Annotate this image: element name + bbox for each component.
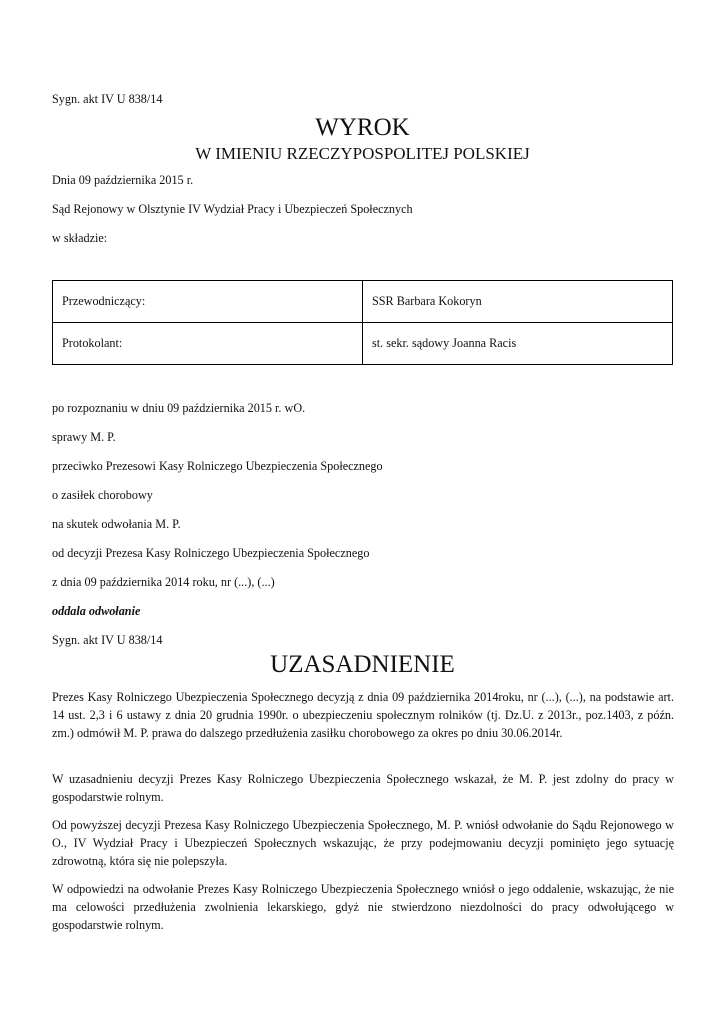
composition-role: Przewodniczący: bbox=[53, 281, 363, 323]
proceedings-line: sprawy M. P. bbox=[52, 430, 116, 444]
justification-paragraph: W odpowiedzi na odwołanie Prezes Kasy Rolniczego Ubezpieczenia Społecznego wniósł o jego oddalenie, wskazując, że nie ma celowości przedłużenia zwolnienia lekarskiego, gdyż nie stwierdzono niezdolności do pracy odwołującego w gospodarstwie rolnym. bbox=[52, 882, 674, 932]
case-signature: Sygn. akt IV U 838/14 bbox=[52, 92, 163, 106]
proceedings-line: na skutek odwołania M. P. bbox=[52, 517, 181, 531]
justification-title: UZASADNIENIE bbox=[270, 651, 455, 678]
justification-paragraph: Od powyższej decyzji Prezesa Kasy Rolniczego Ubezpieczenia Społecznego, M. P. wniósł odwołanie do Sądu Rejonowego w O., IV Wydział Pracy i Ubezpieczeń Społecznych wskazując, że przy podejmowaniu decyzji pominięto jego sytuację zdrowotną, która się nie polepszyła. bbox=[52, 818, 674, 868]
proceedings-line: z dnia 09 października 2014 roku, nr (...), (...) bbox=[52, 575, 275, 589]
proceedings-line: przeciwko Prezesowi Kasy Rolniczego Ubezpieczenia Społecznego bbox=[52, 459, 383, 473]
composition-person: st. sekr. sądowy Joanna Racis bbox=[363, 323, 673, 365]
ruling-text: oddala odwołanie bbox=[52, 604, 141, 618]
proceedings-line: od decyzji Prezesa Kasy Rolniczego Ubezpieczenia Społecznego bbox=[52, 546, 370, 560]
composition-person: SSR Barbara Kokoryn bbox=[363, 281, 673, 323]
court-name: Sąd Rejonowy w Olsztynie IV Wydział Pracy i Ubezpieczeń Społecznych bbox=[52, 202, 413, 216]
case-signature-2: Sygn. akt IV U 838/14 bbox=[52, 633, 163, 647]
judgment-title: WYROK bbox=[315, 114, 410, 141]
justification-paragraph: Prezes Kasy Rolniczego Ubezpieczenia Społecznego decyzją z dnia 09 października 2014roku, nr (...), (...), na podstawie art. 14 ust. 2,3 i 6 ustawy z dnia 20 grudnia 1990r. o ubezpieczeniu społecznym rolników (tj. Dz.U. z 2013r., poz.1403, z późn. zm.) odmówił M. P. prawa do dalszego przedłużenia zasiłku chorobowego za okres po dniu 30.06.2014r. bbox=[52, 690, 674, 740]
judgment-date: Dnia 09 października 2015 r. bbox=[52, 173, 194, 187]
table-row bbox=[53, 323, 673, 365]
composition-intro: w składzie: bbox=[52, 231, 108, 245]
proceedings-line: o zasiłek chorobowy bbox=[52, 488, 153, 502]
justification-paragraph: W uzasadnieniu decyzji Prezes Kasy Rolniczego Ubezpieczenia Społecznego wskazał, że M. P. jest zdolny do pracy w gospodarstwie rolnym. bbox=[52, 772, 674, 804]
judgment-subtitle: W IMIENIU RZECZYPOSPOLITEJ POLSKIEJ bbox=[195, 144, 530, 163]
proceedings-line: po rozpoznaniu w dniu 09 października 2015 r. wO. bbox=[52, 401, 306, 415]
table-row bbox=[53, 281, 673, 323]
court-composition-table bbox=[52, 280, 673, 365]
composition-role: Protokolant: bbox=[53, 323, 363, 365]
